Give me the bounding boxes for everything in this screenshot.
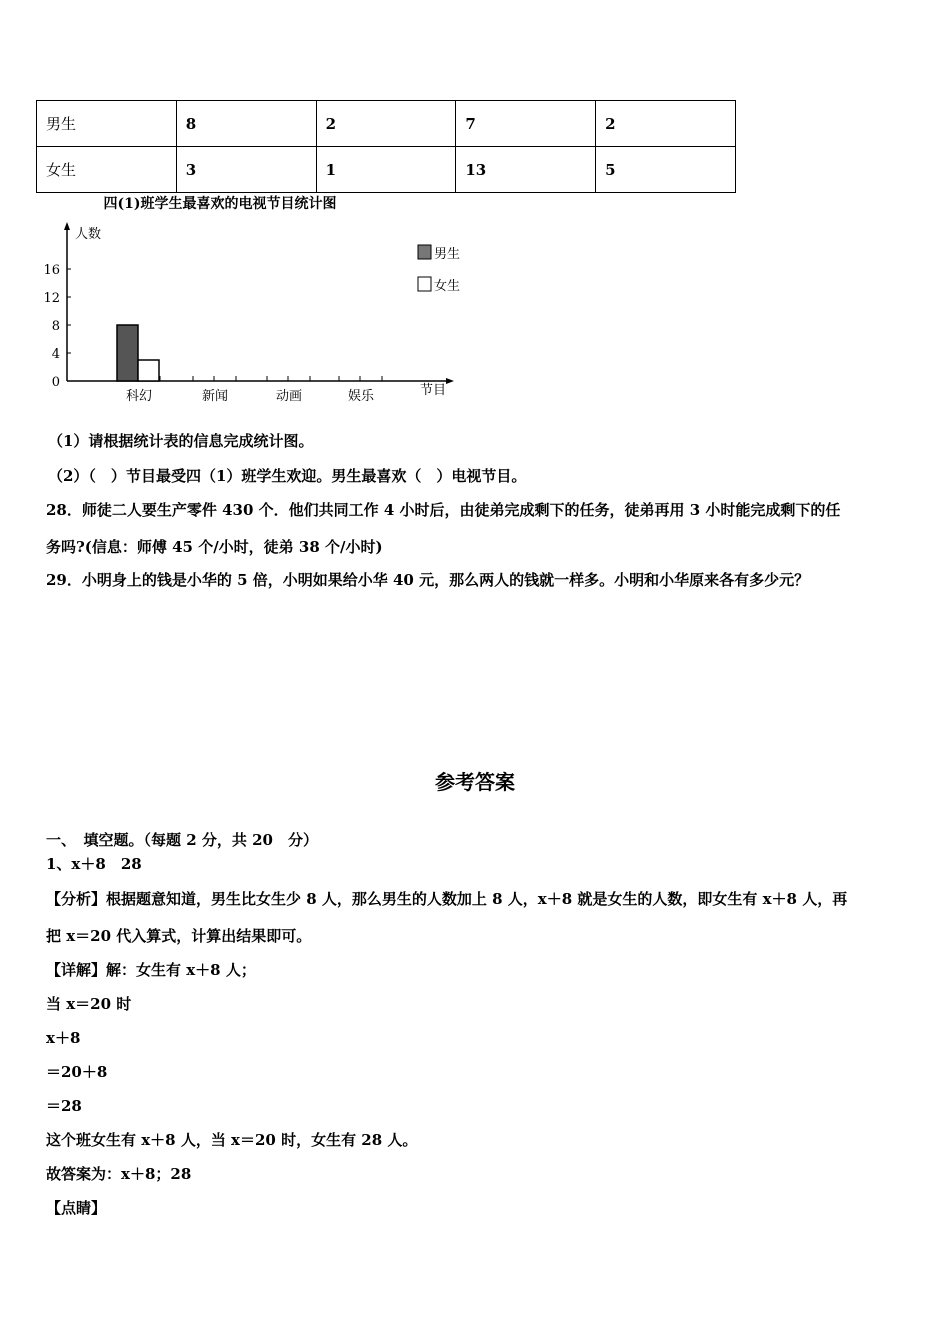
chart-title: 四(1)班学生最喜欢的电视节目统计图 [103, 196, 337, 212]
answer-line: 1、x＋8 28 [46, 855, 142, 873]
bar-chart [40, 192, 480, 412]
x-category-label: 娱乐 [347, 389, 375, 404]
answer-line: 【分析】根据题意知道，男生比女生少 8 人，那么男生的人数加上 8 人，x＋8 就是女生的人数，即女生有 x＋8 人，再 [46, 890, 848, 908]
question-27-part-1: （1）请根据统计表的信息完成统计图。 [48, 432, 314, 450]
question-28-cont: 务吗?(信息：师傅 45 个/小时，徒弟 38 个/小时) [46, 538, 383, 556]
answer-line: ＝20＋8 [46, 1063, 108, 1081]
answer-line: 【点睛】 [46, 1199, 107, 1217]
answer-line: x＋8 [46, 1029, 81, 1047]
cell: 2 [596, 101, 736, 147]
legend-label-girls: 女生 [434, 279, 461, 294]
y-tick-label: 4 [51, 347, 60, 362]
cell: 1 [316, 147, 456, 193]
legend-swatch-girls [418, 277, 431, 291]
y-tick-label: 12 [43, 291, 60, 306]
x-axis-arrow-icon [446, 378, 454, 384]
cell: 13 [456, 147, 596, 193]
y-axis-label: 人数 [75, 227, 102, 242]
answer-line: 把 x＝20 代入算式，计算出结果即可。 [46, 927, 312, 945]
stats-table [36, 100, 736, 193]
legend-label-boys: 男生 [434, 247, 461, 262]
y-axis-arrow-icon [64, 222, 70, 230]
answer-line: 这个班女生有 x＋8 人，当 x＝20 时，女生有 28 人。 [46, 1131, 418, 1149]
question-28: 28．师徒二人要生产零件 430 个．他们共同工作 4 小时后，由徒弟完成剩下的任务，徒弟再用 3 小时能完成剩下的任 [46, 501, 841, 519]
x-category-label: 科幻 [125, 389, 153, 404]
answer-line: ＝28 [46, 1097, 82, 1115]
answers-title: 参考答案 [435, 770, 515, 794]
table-row [37, 101, 736, 147]
bar-boys [117, 325, 138, 381]
row-label: 女生 [37, 147, 177, 193]
answer-line: 当 x＝20 时 [46, 995, 132, 1013]
table-row [37, 147, 736, 193]
answer-line: 【详解】解：女生有 x＋8 人； [46, 961, 256, 979]
cell: 5 [596, 147, 736, 193]
answer-line: 故答案为：x＋8；28 [46, 1165, 192, 1183]
x-axis-label: 节目 [420, 383, 447, 398]
x-category-label: 新闻 [201, 389, 229, 404]
y-tick-label: 16 [43, 263, 60, 278]
bar-girls [138, 360, 159, 381]
legend-swatch-boys [418, 245, 431, 259]
answer-line: 一、 填空题。（每题 2 分，共 20 分） [46, 831, 318, 849]
x-category-label: 动画 [275, 389, 303, 404]
question-27-part-2: （2）（ ）节目最受四（1）班学生欢迎。男生最喜欢（ ）电视节目。 [48, 467, 527, 485]
cell: 8 [176, 101, 316, 147]
y-tick-label: 8 [51, 319, 60, 334]
y-tick-label: 0 [51, 375, 60, 390]
cell: 3 [176, 147, 316, 193]
question-29: 29．小明身上的钱是小华的 5 倍，小明如果给小华 40 元，那么两人的钱就一样多。小明和小华原来各有多少元？ [46, 571, 810, 589]
cell: 7 [456, 101, 596, 147]
cell: 2 [316, 101, 456, 147]
row-label: 男生 [37, 101, 177, 147]
